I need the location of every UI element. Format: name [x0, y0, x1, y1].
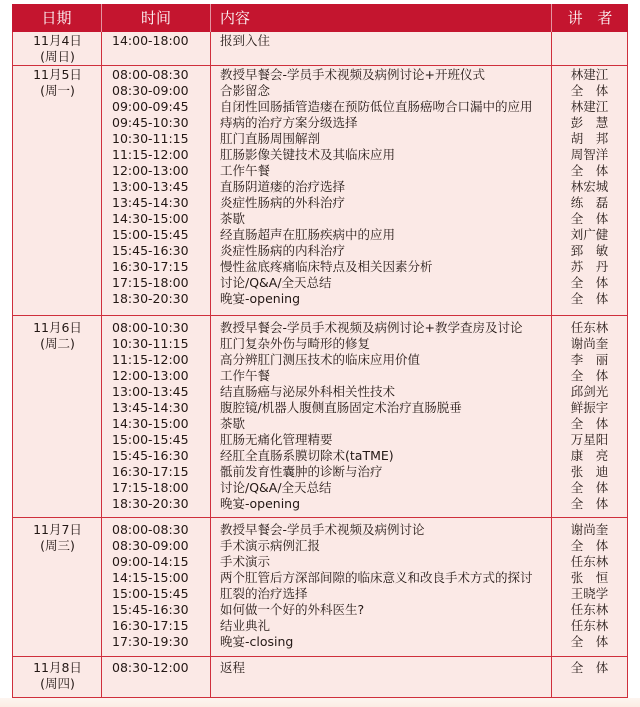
- session-time: 08:00-08:30: [112, 67, 189, 82]
- session-speaker: 任东林: [570, 602, 609, 617]
- date-cell: [13, 67, 102, 307]
- date-label: 11月6日: [33, 320, 82, 335]
- session-time: 10:30-11:15: [112, 131, 189, 146]
- session-time: 13:00-13:45: [112, 384, 189, 399]
- session-list: [102, 522, 627, 650]
- session-speaker: 全 体: [570, 480, 609, 495]
- session-time: 08:30-09:00: [112, 538, 189, 553]
- session-title: 肛肠无痛化管理精要: [220, 432, 333, 447]
- session-row: [102, 179, 627, 195]
- session-row: [102, 634, 627, 650]
- session-row: [102, 33, 627, 49]
- header-date: 日期: [12, 4, 102, 32]
- session-speaker: 李 丽: [570, 352, 609, 367]
- session-row: [102, 570, 627, 586]
- schedule-table: [12, 4, 628, 698]
- weekday-label: (周四): [40, 676, 75, 691]
- session-time: 08:30-09:00: [112, 83, 189, 98]
- date-cell: [13, 320, 102, 512]
- session-time: 15:00-15:45: [112, 432, 189, 447]
- session-speaker: 林建江: [570, 67, 609, 82]
- session-title: 如何做一个好的外科医生?: [220, 602, 365, 617]
- session-row: [102, 496, 627, 512]
- session-row: [102, 416, 627, 432]
- session-title: 工作午餐: [220, 368, 271, 383]
- header-content: 内容: [211, 4, 552, 32]
- session-row: [102, 618, 627, 634]
- session-row: [102, 400, 627, 416]
- session-title: 晚宴-opening: [220, 291, 301, 306]
- session-row: [102, 432, 627, 448]
- session-speaker: 练 磊: [570, 195, 609, 210]
- session-time: 14:30-15:00: [112, 416, 189, 431]
- session-row: [102, 660, 627, 676]
- weekday-label: (周三): [40, 538, 75, 553]
- session-time: 11:15-12:00: [112, 147, 189, 162]
- session-title: 合影留念: [220, 83, 271, 98]
- session-speaker: 康 亮: [570, 448, 609, 463]
- session-title: 肛门复杂外伤与畸形的修复: [220, 336, 371, 351]
- weekday-label: (周一): [40, 83, 75, 98]
- session-speaker: 刘广健: [570, 227, 609, 242]
- session-speaker: 全 体: [570, 275, 609, 290]
- session-title: 炎症性肠病的外科治疗: [220, 195, 346, 210]
- session-speaker: 郅 敏: [570, 243, 609, 258]
- session-title: 茶歇: [220, 416, 246, 431]
- session-time: 10:30-11:15: [112, 336, 189, 351]
- session-speaker: 任东林: [570, 320, 609, 335]
- session-time: 17:15-18:00: [112, 275, 189, 290]
- day-group: [13, 517, 627, 656]
- session-time: 11:15-12:00: [112, 352, 189, 367]
- session-time: 14:15-15:00: [112, 570, 189, 585]
- session-row: [102, 554, 627, 570]
- session-speaker: 全 体: [570, 538, 609, 553]
- session-row: [102, 243, 627, 259]
- session-time: 17:15-18:00: [112, 480, 189, 495]
- session-title: 痔病的治疗方案分级选择: [220, 115, 358, 130]
- session-list: [102, 67, 627, 307]
- session-title: 两个肛管后方深部间隙的临床意义和改良手术方式的探讨: [220, 570, 533, 585]
- date-label: 11月8日: [33, 660, 82, 675]
- session-time: 13:45-14:30: [112, 400, 189, 415]
- header-time: 时间: [102, 4, 211, 32]
- session-speaker: 谢尚奎: [570, 522, 609, 537]
- session-title: 经肛全直肠系膜切除术(taTME): [220, 448, 394, 463]
- session-time: 09:00-09:45: [112, 99, 189, 114]
- session-title: 结业典礼: [220, 618, 271, 633]
- session-time: 16:30-17:15: [112, 618, 189, 633]
- session-row: [102, 211, 627, 227]
- session-title: 肛裂的治疗选择: [220, 586, 308, 601]
- session-row: [102, 259, 627, 275]
- session-speaker: 全 体: [570, 291, 609, 306]
- session-speaker: 全 体: [570, 211, 609, 226]
- date-cell: [13, 33, 102, 65]
- session-title: 骶前发育性囊肿的诊断与治疗: [220, 464, 383, 479]
- session-row: [102, 131, 627, 147]
- session-row: [102, 336, 627, 352]
- session-speaker: 张 迪: [570, 464, 609, 479]
- date-label: 11月7日: [33, 522, 82, 537]
- session-title: 教授早餐会-学员手术视频及病例讨论: [220, 522, 425, 537]
- session-row: [102, 522, 627, 538]
- session-title: 手术演示: [220, 554, 271, 569]
- session-row: [102, 99, 627, 115]
- session-time: 15:45-16:30: [112, 602, 189, 617]
- day-group: [13, 656, 627, 697]
- session-speaker: 苏 丹: [570, 259, 609, 274]
- session-time: 15:00-15:45: [112, 227, 189, 242]
- session-title: 结直肠癌与泌尿外科相关性技术: [220, 384, 396, 399]
- session-row: [102, 384, 627, 400]
- session-title: 工作午餐: [220, 163, 271, 178]
- session-speaker: 万星阳: [570, 432, 609, 447]
- session-row: [102, 291, 627, 307]
- session-title: 讨论/Q&A/全天总结: [220, 275, 332, 290]
- session-time: 16:30-17:15: [112, 259, 189, 274]
- session-row: [102, 195, 627, 211]
- session-speaker: 邱剑光: [570, 384, 609, 399]
- session-row: [102, 163, 627, 179]
- session-row: [102, 115, 627, 131]
- bottom-band: [0, 698, 640, 707]
- session-row: [102, 83, 627, 99]
- session-row: [102, 147, 627, 163]
- session-title: 晚宴-opening: [220, 496, 301, 511]
- session-time: 13:00-13:45: [112, 179, 189, 194]
- session-row: [102, 352, 627, 368]
- session-speaker: 彭 慧: [570, 115, 609, 130]
- column-divider: [210, 32, 211, 697]
- session-row: [102, 448, 627, 464]
- day-group: [13, 32, 627, 65]
- session-title: 慢性盆底疼痛临床特点及相关因素分析: [220, 259, 433, 274]
- session-speaker: 林建江: [570, 99, 609, 114]
- session-speaker: 全 体: [570, 83, 609, 98]
- session-title: 肛门直肠周围解剖: [220, 131, 321, 146]
- session-title: 自闭性回肠插管造瘘在预防低位直肠癌吻合口漏中的应用: [220, 99, 533, 114]
- date-label: 11月5日: [33, 67, 82, 82]
- session-speaker: 鲜振宇: [570, 400, 609, 415]
- session-row: [102, 586, 627, 602]
- session-time: 12:00-13:00: [112, 163, 189, 178]
- session-speaker: 全 体: [570, 496, 609, 511]
- date-label: 11月4日: [33, 33, 82, 48]
- session-list: [102, 320, 627, 512]
- session-title: 教授早餐会-学员手术视频及病例讨论+教学查房及讨论: [220, 320, 523, 335]
- session-speaker: 全 体: [570, 416, 609, 431]
- session-row: [102, 275, 627, 291]
- session-title: 肛肠影像关键技术及其临床应用: [220, 147, 396, 162]
- weekday-label: (周日): [40, 49, 75, 64]
- session-row: [102, 320, 627, 336]
- session-row: [102, 368, 627, 384]
- session-row: [102, 602, 627, 618]
- session-time: 08:00-08:30: [112, 522, 189, 537]
- session-title: 晚宴-closing: [220, 634, 294, 649]
- day-group: [13, 65, 627, 315]
- session-speaker: 林宏城: [570, 179, 609, 194]
- session-speaker: [552, 33, 627, 49]
- session-time: 12:00-13:00: [112, 368, 189, 383]
- session-list: [102, 33, 627, 65]
- session-speaker: 周智洋: [570, 147, 609, 162]
- table-body: [12, 32, 628, 698]
- session-title: 手术演示病例汇报: [220, 538, 321, 553]
- session-title: 返程: [220, 660, 246, 675]
- session-row: [102, 480, 627, 496]
- session-speaker: 全 体: [570, 163, 609, 178]
- session-time: 18:30-20:30: [112, 291, 189, 306]
- session-speaker: 全 体: [570, 660, 609, 675]
- session-speaker: 张 恒: [570, 570, 609, 585]
- table-header: [12, 4, 628, 32]
- date-cell: [13, 522, 102, 650]
- session-title: 炎症性肠病的内科治疗: [220, 243, 346, 258]
- session-time: 17:30-19:30: [112, 634, 189, 649]
- session-time: 18:30-20:30: [112, 496, 189, 511]
- session-speaker: 胡 邦: [570, 131, 609, 146]
- session-speaker: 全 体: [570, 634, 609, 649]
- session-title: 讨论/Q&A/全天总结: [220, 480, 332, 495]
- session-title: 腹腔镜/机器人腹侧直肠固定术治疗直肠脱垂: [220, 400, 462, 415]
- session-title: 经直肠超声在肛肠疾病中的应用: [220, 227, 396, 242]
- session-time: 13:45-14:30: [112, 195, 189, 210]
- session-time: 08:30-12:00: [112, 660, 189, 675]
- session-time: 09:00-14:15: [112, 554, 189, 569]
- session-list: [102, 660, 627, 692]
- session-row: [102, 538, 627, 554]
- session-speaker: 全 体: [570, 368, 609, 383]
- day-group: [13, 315, 627, 517]
- session-time: 16:30-17:15: [112, 464, 189, 479]
- column-divider: [551, 32, 552, 697]
- session-title: 报到入住: [220, 33, 271, 48]
- session-speaker: 谢尚奎: [570, 336, 609, 351]
- session-speaker: 任东林: [570, 618, 609, 633]
- session-row: [102, 464, 627, 480]
- session-time: 14:00-18:00: [112, 33, 189, 48]
- column-divider: [101, 32, 102, 697]
- session-title: 高分辨肛门测压技术的临床应用价值: [220, 352, 421, 367]
- header-speaker: 讲 者: [567, 9, 613, 27]
- date-cell: [13, 660, 102, 692]
- session-time: 15:45-16:30: [112, 448, 189, 463]
- session-row: [102, 227, 627, 243]
- session-title: 茶歇: [220, 211, 246, 226]
- session-time: 08:00-10:30: [112, 320, 189, 335]
- session-time: 15:45-16:30: [112, 243, 189, 258]
- session-speaker: 王晓学: [570, 586, 609, 601]
- session-title: 直肠阴道瘘的治疗选择: [220, 179, 346, 194]
- session-row: [102, 67, 627, 83]
- session-time: 14:30-15:00: [112, 211, 189, 226]
- session-title: 教授早餐会-学员手术视频及病例讨论+开班仪式: [220, 67, 485, 82]
- session-speaker: 任东林: [570, 554, 609, 569]
- session-time: 09:45-10:30: [112, 115, 189, 130]
- session-time: 15:00-15:45: [112, 586, 189, 601]
- weekday-label: (周二): [40, 336, 75, 351]
